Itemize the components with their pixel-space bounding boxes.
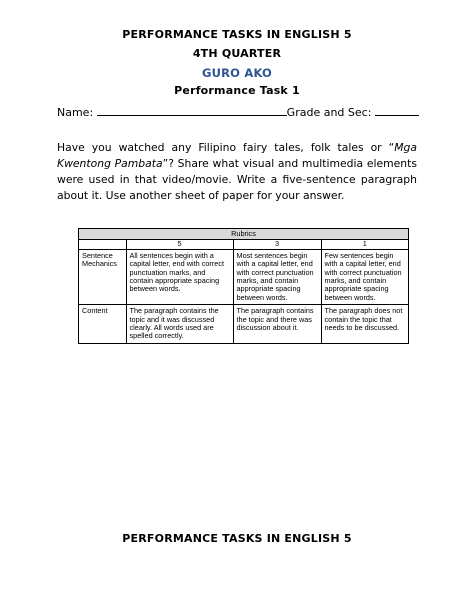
quarter-heading: 4TH QUARTER xyxy=(192,47,282,60)
name-field[interactable] xyxy=(97,105,287,116)
table-row xyxy=(79,305,408,343)
student-info-row xyxy=(57,105,419,119)
author-name: GURO AKO xyxy=(201,66,273,80)
instructions-paragraph: Have you watched any Filipino fairy tales, folk tales or “Mga Kwentong Pambata”? Share what visual and multimedia elements were used in that video/movie. Write a five-sentence paragraph about it. Use another sheet of paper for your answer. xyxy=(57,141,417,202)
score-header: 1 xyxy=(321,240,408,249)
grade-label: Grade and Sec: xyxy=(286,106,372,119)
grade-field[interactable] xyxy=(375,105,419,116)
score-header: 5 xyxy=(126,240,233,249)
page-title: PERFORMANCE TASKS IN ENGLISH 5 xyxy=(122,28,352,41)
table-row xyxy=(79,249,408,304)
name-label: Name: xyxy=(57,106,94,119)
rubric-cell: Few sentences begin with a capital letter, end with correct punctuation marks, and contain appropriate spacing between words. xyxy=(321,249,408,304)
rubric-table xyxy=(78,228,409,344)
rubric-cell: The paragraph does not contain the topic that needs to be discussed. xyxy=(321,305,408,343)
score-header: 3 xyxy=(233,240,321,249)
criterion-label: Content xyxy=(79,305,126,343)
emphasis-title: Mga Kwentong Pambata xyxy=(57,141,417,170)
criterion-label: Sentence Mechanics xyxy=(79,249,126,304)
rubric-cell: The paragraph contains the topic and it was discussed clearly. All words used are spelled correctly. xyxy=(126,305,233,343)
criterion-header xyxy=(79,240,126,249)
rubric-cell: All sentences begin with a capital letter, end with correct punctuation marks, and contain appropriate spacing between words. xyxy=(126,249,233,304)
rubric-caption: Rubrics xyxy=(79,229,408,240)
rubric-cell: Most sentences begin with a capital letter, end with correct punctuation marks, and contain appropriate spacing between words. xyxy=(233,249,321,304)
rubric-cell: The paragraph contains the topic and there was discussion about it. xyxy=(233,305,321,343)
task-heading: Performance Task 1 xyxy=(174,84,300,97)
footer-title: PERFORMANCE TASKS IN ENGLISH 5 xyxy=(122,532,352,545)
